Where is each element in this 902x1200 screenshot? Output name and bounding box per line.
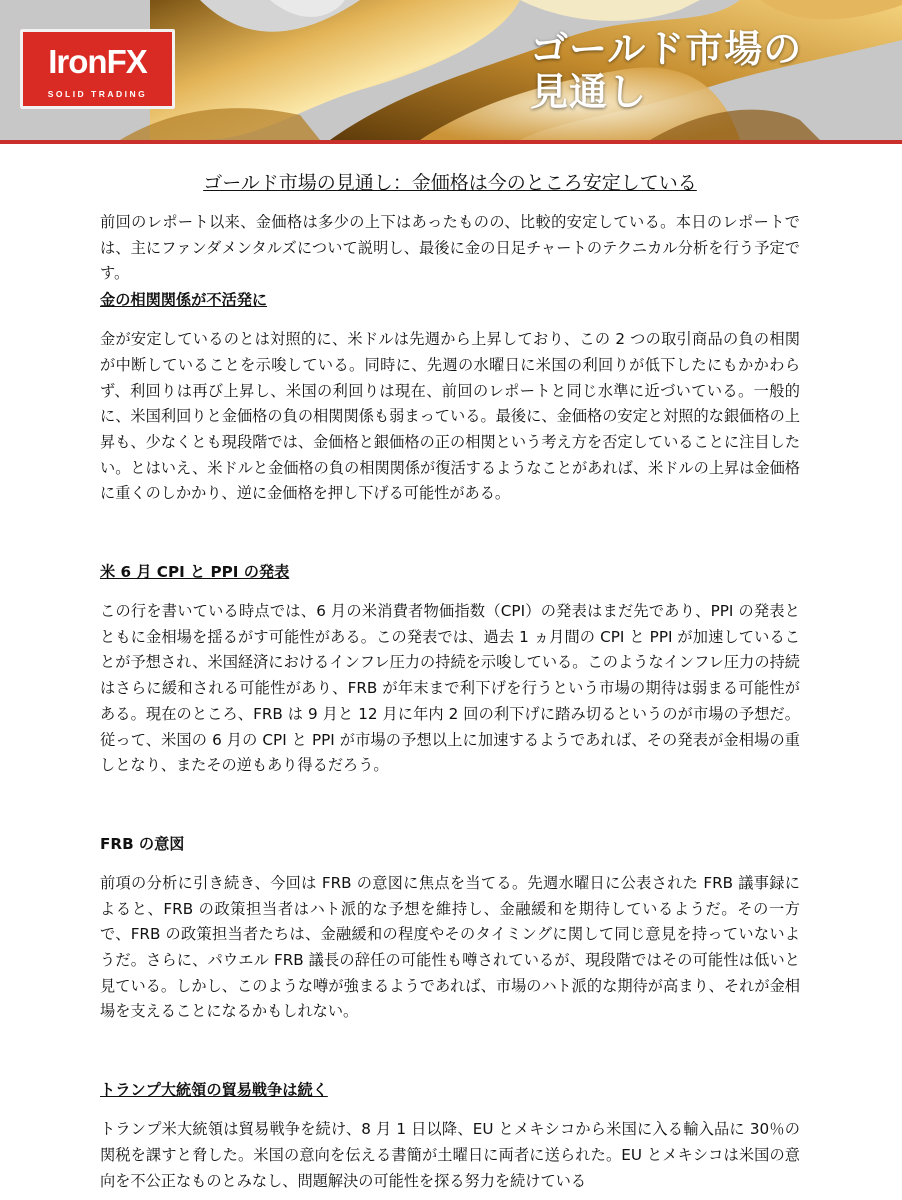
logo-tagline: SOLID TRADING xyxy=(47,89,148,99)
ironfx-logo xyxy=(20,29,175,109)
section-heading-cpi-ppi: 米 6 月 CPI と PPI の発表 xyxy=(100,563,290,582)
logo-wordmark: IronFX xyxy=(48,43,147,80)
header-divider xyxy=(0,140,902,144)
document-body xyxy=(100,168,800,1194)
hero-title-line-2: 見通し xyxy=(530,70,648,114)
report-header xyxy=(0,0,902,140)
section-body-cpi-ppi: この行を書いている時点では、6 月の米消費者物価指数（CPI）の発表はまだ先であり、PPI の発表とともに金相場を揺るがす可能性がある。この発表では、過去 1 ヵ月間の CPI と PPI が加速していることが予想され、米国経済におけるインフレ圧力の持続を示唆している。このようなインフレ圧力の持続はさらに緩和される可能性があり、FRB が年末まで利下げを行うという市場の期待は弱まる可能性がある。現在のところ、FRB は 9 月と 12 月に年内 2 回の利下げに踏み切るというのが市場の予想だ。従って、米国の 6 月の CPI と PPI が市場の予想以上に加速するようであれば、その発表が金相場の重しとなり、またその逆もあり得るだろう。 xyxy=(100,602,800,775)
section-heading-trade-war: トランプ大統領の貿易戦争は続く xyxy=(100,1081,328,1100)
section-heading-frb: FRB の意図 xyxy=(100,834,185,853)
section-body-trade-war: トランプ米大統領は貿易戦争を続け、8 月 1 日以降、EU とメキシコから米国に入る輸入品に 30％の関税を課すと脅した。米国の意向を伝える書簡が土曜日に両者に送られた。EU とメキシコは米国の意向を不公正なものとみなし、問題解決の可能性を探る努力を続けている xyxy=(100,1120,800,1190)
document-title: ゴールド市場の見通し：金価格は今のところ安定している xyxy=(203,172,697,194)
section-heading-correlation: 金の相関関係が不活発に xyxy=(100,291,268,310)
section-body-correlation: 金が安定しているのとは対照的に、米ドルは先週から上昇しており、この 2 つの取引商品の負の相関が中断していることを示唆している。同時に、先週の水曜日に米国の利回りが低下したにもかかわらず、利回りは再び上昇し、米国の利回りは現在、前回のレポートと同じ水準に近づいている。一般的に、米国利回りと金価格の負の相関関係も弱まっている。最後に、金価格の安定と対照的な銀価格の上昇も、少なくとも現段階では、金価格と銀価格の正の相関という考え方を否定していることに注目したい。とはいえ、米ドルと金価格の負の相関関係が復活するようなことがあれば、米ドルの上昇は金価格に重くのしかかり、逆に金価格を押し下げる可能性がある。 xyxy=(100,330,801,503)
hero-title xyxy=(530,28,890,114)
section-body-frb: 前項の分析に引き続き、今回は FRB の意図に焦点を当てる。先週水曜日に公表された FRB 議事録によると、FRB の政策担当者はハト派的な予想を維持し、金融緩和を期待しているようだ。その一方で、FRB の政策担当者たちは、金融緩和の程度やそのタイミングに関して同じ意見を持っていないようだ。さらに、パウエル FRB 議長の辞任の可能性も噂されているが、現段階ではその可能性は低いと見ている。しかし、このような噂が強まるようであれば、市場のハト派的な期待が高まり、それが金相場を支えることになるかもしれない。 xyxy=(100,873,800,1021)
hero-title-line-1: ゴールド市場の xyxy=(530,27,803,71)
intro-paragraph: 前回のレポート以来、金価格は多少の上下はあったものの、比較的安定している。本日のレポートでは、主にファンダメンタルズについて説明し、最後に金の日足チャートのテクニカル分析を行う予定です。 xyxy=(100,213,800,283)
